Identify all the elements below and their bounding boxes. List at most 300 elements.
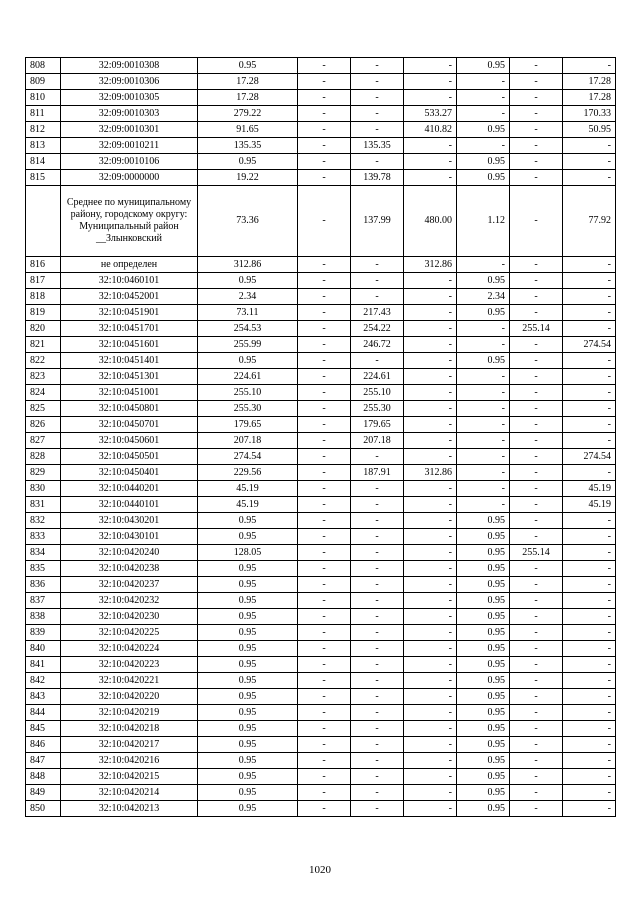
value-3-cell: - <box>351 257 404 273</box>
value-1-cell: 0.95 <box>198 353 298 369</box>
value-6-cell: - <box>510 481 563 497</box>
value-7-cell: 77.92 <box>563 186 616 257</box>
row-number-cell: 840 <box>26 641 61 657</box>
value-3-cell: 255.30 <box>351 401 404 417</box>
table-row <box>26 417 616 433</box>
value-4-cell: - <box>404 721 457 737</box>
value-1-cell: 229.56 <box>198 465 298 481</box>
value-5-cell: - <box>457 337 510 353</box>
row-number-cell: 823 <box>26 369 61 385</box>
value-3-cell: 246.72 <box>351 337 404 353</box>
value-2-cell: - <box>298 138 351 154</box>
value-2-cell: - <box>298 705 351 721</box>
value-6-cell: - <box>510 337 563 353</box>
value-1-cell: 17.28 <box>198 90 298 106</box>
value-7-cell: - <box>563 289 616 305</box>
value-2-cell: - <box>298 170 351 186</box>
value-5-cell: 0.95 <box>457 705 510 721</box>
cadastral-quarter-cell: Среднее по муниципальному району, городскому округу: Муниципальный район __Злынковский <box>61 186 198 257</box>
value-2-cell: - <box>298 641 351 657</box>
table-row <box>26 273 616 289</box>
table-row <box>26 369 616 385</box>
value-7-cell: - <box>563 577 616 593</box>
value-1-cell: 179.65 <box>198 417 298 433</box>
value-4-cell: - <box>404 273 457 289</box>
value-2-cell: - <box>298 106 351 122</box>
value-1-cell: 73.11 <box>198 305 298 321</box>
value-6-cell: - <box>510 689 563 705</box>
value-3-cell: - <box>351 513 404 529</box>
value-1-cell: 19.22 <box>198 170 298 186</box>
cadastral-quarter-cell: 32:10:0420237 <box>61 577 198 593</box>
value-2-cell: - <box>298 369 351 385</box>
value-2-cell: - <box>298 465 351 481</box>
value-7-cell: - <box>563 609 616 625</box>
value-4-cell: - <box>404 369 457 385</box>
row-number-cell: 839 <box>26 625 61 641</box>
value-3-cell: 207.18 <box>351 433 404 449</box>
value-2-cell: - <box>298 753 351 769</box>
row-number-cell: 822 <box>26 353 61 369</box>
value-7-cell: - <box>563 769 616 785</box>
cadastral-quarter-cell: 32:10:0420232 <box>61 593 198 609</box>
table-row <box>26 465 616 481</box>
summary-row <box>26 186 616 257</box>
value-7-cell: - <box>563 593 616 609</box>
row-number-cell: 810 <box>26 90 61 106</box>
row-number-cell: 825 <box>26 401 61 417</box>
table-row <box>26 609 616 625</box>
value-4-cell: - <box>404 385 457 401</box>
value-1-cell: 2.34 <box>198 289 298 305</box>
value-7-cell: - <box>563 154 616 170</box>
value-4-cell: - <box>404 58 457 74</box>
value-1-cell: 0.95 <box>198 769 298 785</box>
value-6-cell: - <box>510 801 563 817</box>
value-1-cell: 0.95 <box>198 513 298 529</box>
value-5-cell: 0.95 <box>457 737 510 753</box>
value-4-cell: 533.27 <box>404 106 457 122</box>
cadastral-quarter-cell: 32:10:0420215 <box>61 769 198 785</box>
value-2-cell: - <box>298 273 351 289</box>
table-row <box>26 401 616 417</box>
value-6-cell: - <box>510 106 563 122</box>
table-row <box>26 721 616 737</box>
value-2-cell: - <box>298 353 351 369</box>
value-1-cell: 0.95 <box>198 625 298 641</box>
table-row <box>26 154 616 170</box>
value-4-cell: - <box>404 673 457 689</box>
table-row <box>26 433 616 449</box>
row-number-cell: 847 <box>26 753 61 769</box>
value-2-cell: - <box>298 801 351 817</box>
value-1-cell: 255.10 <box>198 385 298 401</box>
value-7-cell: - <box>563 170 616 186</box>
page-number: 1020 <box>309 864 331 876</box>
value-3-cell: - <box>351 90 404 106</box>
value-4-cell: 312.86 <box>404 465 457 481</box>
value-5-cell: - <box>457 449 510 465</box>
value-6-cell: - <box>510 369 563 385</box>
value-5-cell: 0.95 <box>457 785 510 801</box>
value-7-cell: - <box>563 305 616 321</box>
value-6-cell: - <box>510 257 563 273</box>
table-row <box>26 561 616 577</box>
value-7-cell: - <box>563 401 616 417</box>
value-5-cell: - <box>457 433 510 449</box>
value-7-cell: - <box>563 689 616 705</box>
value-3-cell: - <box>351 545 404 561</box>
row-number-cell: 831 <box>26 497 61 513</box>
value-1-cell: 0.95 <box>198 801 298 817</box>
table-row <box>26 122 616 138</box>
value-6-cell: - <box>510 769 563 785</box>
cadastral-quarter-cell: 32:10:0420218 <box>61 721 198 737</box>
value-5-cell: 0.95 <box>457 529 510 545</box>
row-number-cell: 817 <box>26 273 61 289</box>
value-5-cell: 0.95 <box>457 609 510 625</box>
value-5-cell: 0.95 <box>457 673 510 689</box>
value-1-cell: 0.95 <box>198 577 298 593</box>
value-2-cell: - <box>298 186 351 257</box>
value-6-cell: - <box>510 593 563 609</box>
value-3-cell: - <box>351 721 404 737</box>
value-4-cell: - <box>404 481 457 497</box>
value-1-cell: 128.05 <box>198 545 298 561</box>
value-4-cell: - <box>404 545 457 561</box>
value-5-cell: 0.95 <box>457 641 510 657</box>
row-number-cell: 842 <box>26 673 61 689</box>
table-row <box>26 138 616 154</box>
value-3-cell: - <box>351 273 404 289</box>
value-5-cell: 0.95 <box>457 625 510 641</box>
cadastral-quarter-cell: 32:10:0450701 <box>61 417 198 433</box>
value-5-cell: 1.12 <box>457 186 510 257</box>
value-1-cell: 0.95 <box>198 753 298 769</box>
table-row <box>26 513 616 529</box>
table-row <box>26 353 616 369</box>
value-6-cell: - <box>510 154 563 170</box>
value-7-cell: - <box>563 545 616 561</box>
value-7-cell: - <box>563 369 616 385</box>
value-3-cell: 139.78 <box>351 170 404 186</box>
value-4-cell: - <box>404 737 457 753</box>
value-2-cell: - <box>298 90 351 106</box>
value-2-cell: - <box>298 257 351 273</box>
value-3-cell: - <box>351 289 404 305</box>
row-number-cell: 845 <box>26 721 61 737</box>
row-number-cell: 832 <box>26 513 61 529</box>
value-1-cell: 0.95 <box>198 58 298 74</box>
value-7-cell: - <box>563 273 616 289</box>
value-1-cell: 0.95 <box>198 641 298 657</box>
table-row <box>26 449 616 465</box>
row-number-cell: 818 <box>26 289 61 305</box>
row-number-cell: 841 <box>26 657 61 673</box>
table-row <box>26 737 616 753</box>
row-number-cell: 813 <box>26 138 61 154</box>
value-5-cell: 0.95 <box>457 801 510 817</box>
value-2-cell: - <box>298 689 351 705</box>
cadastral-quarter-cell: 32:10:0451001 <box>61 385 198 401</box>
table-row <box>26 385 616 401</box>
table-row <box>26 689 616 705</box>
value-2-cell: - <box>298 417 351 433</box>
cadastral-quarter-cell: 32:10:0451401 <box>61 353 198 369</box>
value-1-cell: 0.95 <box>198 609 298 625</box>
value-5-cell: - <box>457 257 510 273</box>
value-1-cell: 0.95 <box>198 593 298 609</box>
value-7-cell: - <box>563 417 616 433</box>
cadastral-quarter-cell: 32:09:0010308 <box>61 58 198 74</box>
value-4-cell: - <box>404 497 457 513</box>
value-5-cell: 0.95 <box>457 154 510 170</box>
row-number-cell: 849 <box>26 785 61 801</box>
table-row <box>26 657 616 673</box>
value-5-cell: 0.95 <box>457 769 510 785</box>
row-number-cell: 830 <box>26 481 61 497</box>
row-number-cell: 808 <box>26 58 61 74</box>
value-2-cell: - <box>298 154 351 170</box>
value-1-cell: 0.95 <box>198 529 298 545</box>
value-6-cell: - <box>510 721 563 737</box>
table-row <box>26 337 616 353</box>
value-6-cell: 255.14 <box>510 321 563 337</box>
value-3-cell: - <box>351 497 404 513</box>
value-7-cell: 17.28 <box>563 74 616 90</box>
value-7-cell: - <box>563 138 616 154</box>
value-3-cell: - <box>351 785 404 801</box>
value-3-cell: - <box>351 753 404 769</box>
value-7-cell: 45.19 <box>563 497 616 513</box>
value-3-cell: 135.35 <box>351 138 404 154</box>
value-4-cell: - <box>404 769 457 785</box>
value-6-cell: - <box>510 186 563 257</box>
value-3-cell: - <box>351 154 404 170</box>
value-6-cell: - <box>510 529 563 545</box>
table-row <box>26 289 616 305</box>
value-4-cell: - <box>404 353 457 369</box>
table-row <box>26 673 616 689</box>
value-4-cell: - <box>404 705 457 721</box>
value-2-cell: - <box>298 593 351 609</box>
value-4-cell: 480.00 <box>404 186 457 257</box>
cadastral-quarter-cell: 32:09:0010301 <box>61 122 198 138</box>
cadastral-quarter-cell: 32:10:0451601 <box>61 337 198 353</box>
value-1-cell: 0.95 <box>198 689 298 705</box>
value-4-cell: - <box>404 801 457 817</box>
value-5-cell: - <box>457 385 510 401</box>
value-4-cell: - <box>404 170 457 186</box>
value-7-cell: - <box>563 385 616 401</box>
value-2-cell: - <box>298 785 351 801</box>
value-6-cell: - <box>510 785 563 801</box>
value-7-cell: - <box>563 625 616 641</box>
value-7-cell: - <box>563 529 616 545</box>
value-1-cell: 274.54 <box>198 449 298 465</box>
value-7-cell: - <box>563 737 616 753</box>
value-2-cell: - <box>298 625 351 641</box>
cadastral-quarter-cell: 32:10:0460101 <box>61 273 198 289</box>
value-3-cell: - <box>351 353 404 369</box>
value-2-cell: - <box>298 305 351 321</box>
value-7-cell: - <box>563 657 616 673</box>
value-5-cell: 0.95 <box>457 353 510 369</box>
table-row <box>26 753 616 769</box>
value-2-cell: - <box>298 289 351 305</box>
table-row <box>26 321 616 337</box>
value-6-cell: - <box>510 657 563 673</box>
table-row <box>26 785 616 801</box>
row-number-cell: 848 <box>26 769 61 785</box>
value-2-cell: - <box>298 337 351 353</box>
value-2-cell: - <box>298 401 351 417</box>
value-6-cell: - <box>510 513 563 529</box>
value-3-cell: - <box>351 529 404 545</box>
cadastral-quarter-cell: 32:10:0420219 <box>61 705 198 721</box>
cadastral-quarter-cell: 32:10:0420221 <box>61 673 198 689</box>
cadastral-quarter-cell: 32:09:0010305 <box>61 90 198 106</box>
value-6-cell: - <box>510 58 563 74</box>
cadastral-quarter-cell: 32:10:0440101 <box>61 497 198 513</box>
cadastral-quarter-cell: 32:10:0450801 <box>61 401 198 417</box>
value-1-cell: 0.95 <box>198 673 298 689</box>
value-4-cell: - <box>404 689 457 705</box>
value-4-cell: - <box>404 753 457 769</box>
value-3-cell: - <box>351 593 404 609</box>
value-2-cell: - <box>298 561 351 577</box>
cadastral-quarter-cell: 32:10:0420238 <box>61 561 198 577</box>
cadastral-quarter-cell: 32:09:0010106 <box>61 154 198 170</box>
table-row <box>26 801 616 817</box>
value-6-cell: - <box>510 353 563 369</box>
value-7-cell: 50.95 <box>563 122 616 138</box>
row-number-cell: 850 <box>26 801 61 817</box>
value-6-cell: 255.14 <box>510 545 563 561</box>
table-body <box>26 58 616 817</box>
value-4-cell: - <box>404 337 457 353</box>
table-row <box>26 257 616 273</box>
value-5-cell: - <box>457 90 510 106</box>
value-3-cell: 179.65 <box>351 417 404 433</box>
value-4-cell: - <box>404 577 457 593</box>
value-2-cell: - <box>298 609 351 625</box>
table-row <box>26 545 616 561</box>
value-5-cell: - <box>457 106 510 122</box>
value-6-cell: - <box>510 273 563 289</box>
cadastral-quarter-cell: 32:10:0420240 <box>61 545 198 561</box>
row-number-cell: 844 <box>26 705 61 721</box>
value-3-cell: - <box>351 641 404 657</box>
row-number-cell: 843 <box>26 689 61 705</box>
cadastral-quarter-cell: не определен <box>61 257 198 273</box>
value-6-cell: - <box>510 561 563 577</box>
value-5-cell: 0.95 <box>457 577 510 593</box>
value-6-cell: - <box>510 465 563 481</box>
value-5-cell: - <box>457 138 510 154</box>
value-5-cell: 0.95 <box>457 721 510 737</box>
cadastral-quarter-cell: 32:09:0010303 <box>61 106 198 122</box>
cadastral-quarter-cell: 32:10:0420223 <box>61 657 198 673</box>
value-6-cell: - <box>510 625 563 641</box>
value-1-cell: 17.28 <box>198 74 298 90</box>
value-3-cell: - <box>351 625 404 641</box>
value-7-cell: 274.54 <box>563 337 616 353</box>
value-4-cell: - <box>404 417 457 433</box>
table-row <box>26 593 616 609</box>
value-6-cell: - <box>510 401 563 417</box>
value-6-cell: - <box>510 641 563 657</box>
value-2-cell: - <box>298 513 351 529</box>
value-2-cell: - <box>298 385 351 401</box>
cadastral-quarter-cell: 32:10:0450401 <box>61 465 198 481</box>
cadastral-quarter-cell: 32:10:0430101 <box>61 529 198 545</box>
row-number-cell: 834 <box>26 545 61 561</box>
row-number-cell: 816 <box>26 257 61 273</box>
value-3-cell: - <box>351 561 404 577</box>
row-number-cell: 814 <box>26 154 61 170</box>
value-5-cell: 2.34 <box>457 289 510 305</box>
row-number-cell: 809 <box>26 74 61 90</box>
value-6-cell: - <box>510 497 563 513</box>
cadastral-quarter-cell: 32:10:0420214 <box>61 785 198 801</box>
value-5-cell: 0.95 <box>457 305 510 321</box>
value-4-cell: - <box>404 529 457 545</box>
cadastral-quarter-cell: 32:10:0420216 <box>61 753 198 769</box>
value-3-cell: 254.22 <box>351 321 404 337</box>
value-3-cell: - <box>351 801 404 817</box>
value-6-cell: - <box>510 138 563 154</box>
value-7-cell: - <box>563 801 616 817</box>
value-6-cell: - <box>510 289 563 305</box>
value-6-cell: - <box>510 433 563 449</box>
cadastral-quarter-cell: 32:09:0010211 <box>61 138 198 154</box>
value-7-cell: - <box>563 721 616 737</box>
value-2-cell: - <box>298 769 351 785</box>
value-1-cell: 255.99 <box>198 337 298 353</box>
cadastral-quarter-cell: 32:10:0450501 <box>61 449 198 465</box>
row-number-cell: 835 <box>26 561 61 577</box>
row-number-cell: 836 <box>26 577 61 593</box>
cadastral-quarter-cell: 32:10:0430201 <box>61 513 198 529</box>
value-4-cell: - <box>404 289 457 305</box>
value-5-cell: 0.95 <box>457 273 510 289</box>
value-7-cell: - <box>563 353 616 369</box>
value-6-cell: - <box>510 449 563 465</box>
value-1-cell: 254.53 <box>198 321 298 337</box>
value-6-cell: - <box>510 753 563 769</box>
cadastral-quarter-cell: 32:10:0450601 <box>61 433 198 449</box>
value-1-cell: 255.30 <box>198 401 298 417</box>
value-7-cell: - <box>563 561 616 577</box>
value-2-cell: - <box>298 529 351 545</box>
value-7-cell: - <box>563 257 616 273</box>
value-4-cell: - <box>404 90 457 106</box>
value-5-cell: 0.95 <box>457 593 510 609</box>
value-1-cell: 207.18 <box>198 433 298 449</box>
value-3-cell: - <box>351 737 404 753</box>
cadastral-quarter-cell: 32:09:0010306 <box>61 74 198 90</box>
value-7-cell: - <box>563 641 616 657</box>
table-row <box>26 529 616 545</box>
value-3-cell: - <box>351 106 404 122</box>
value-6-cell: - <box>510 122 563 138</box>
value-3-cell: 187.91 <box>351 465 404 481</box>
value-2-cell: - <box>298 321 351 337</box>
value-2-cell: - <box>298 74 351 90</box>
value-7-cell: - <box>563 753 616 769</box>
value-7-cell: - <box>563 465 616 481</box>
